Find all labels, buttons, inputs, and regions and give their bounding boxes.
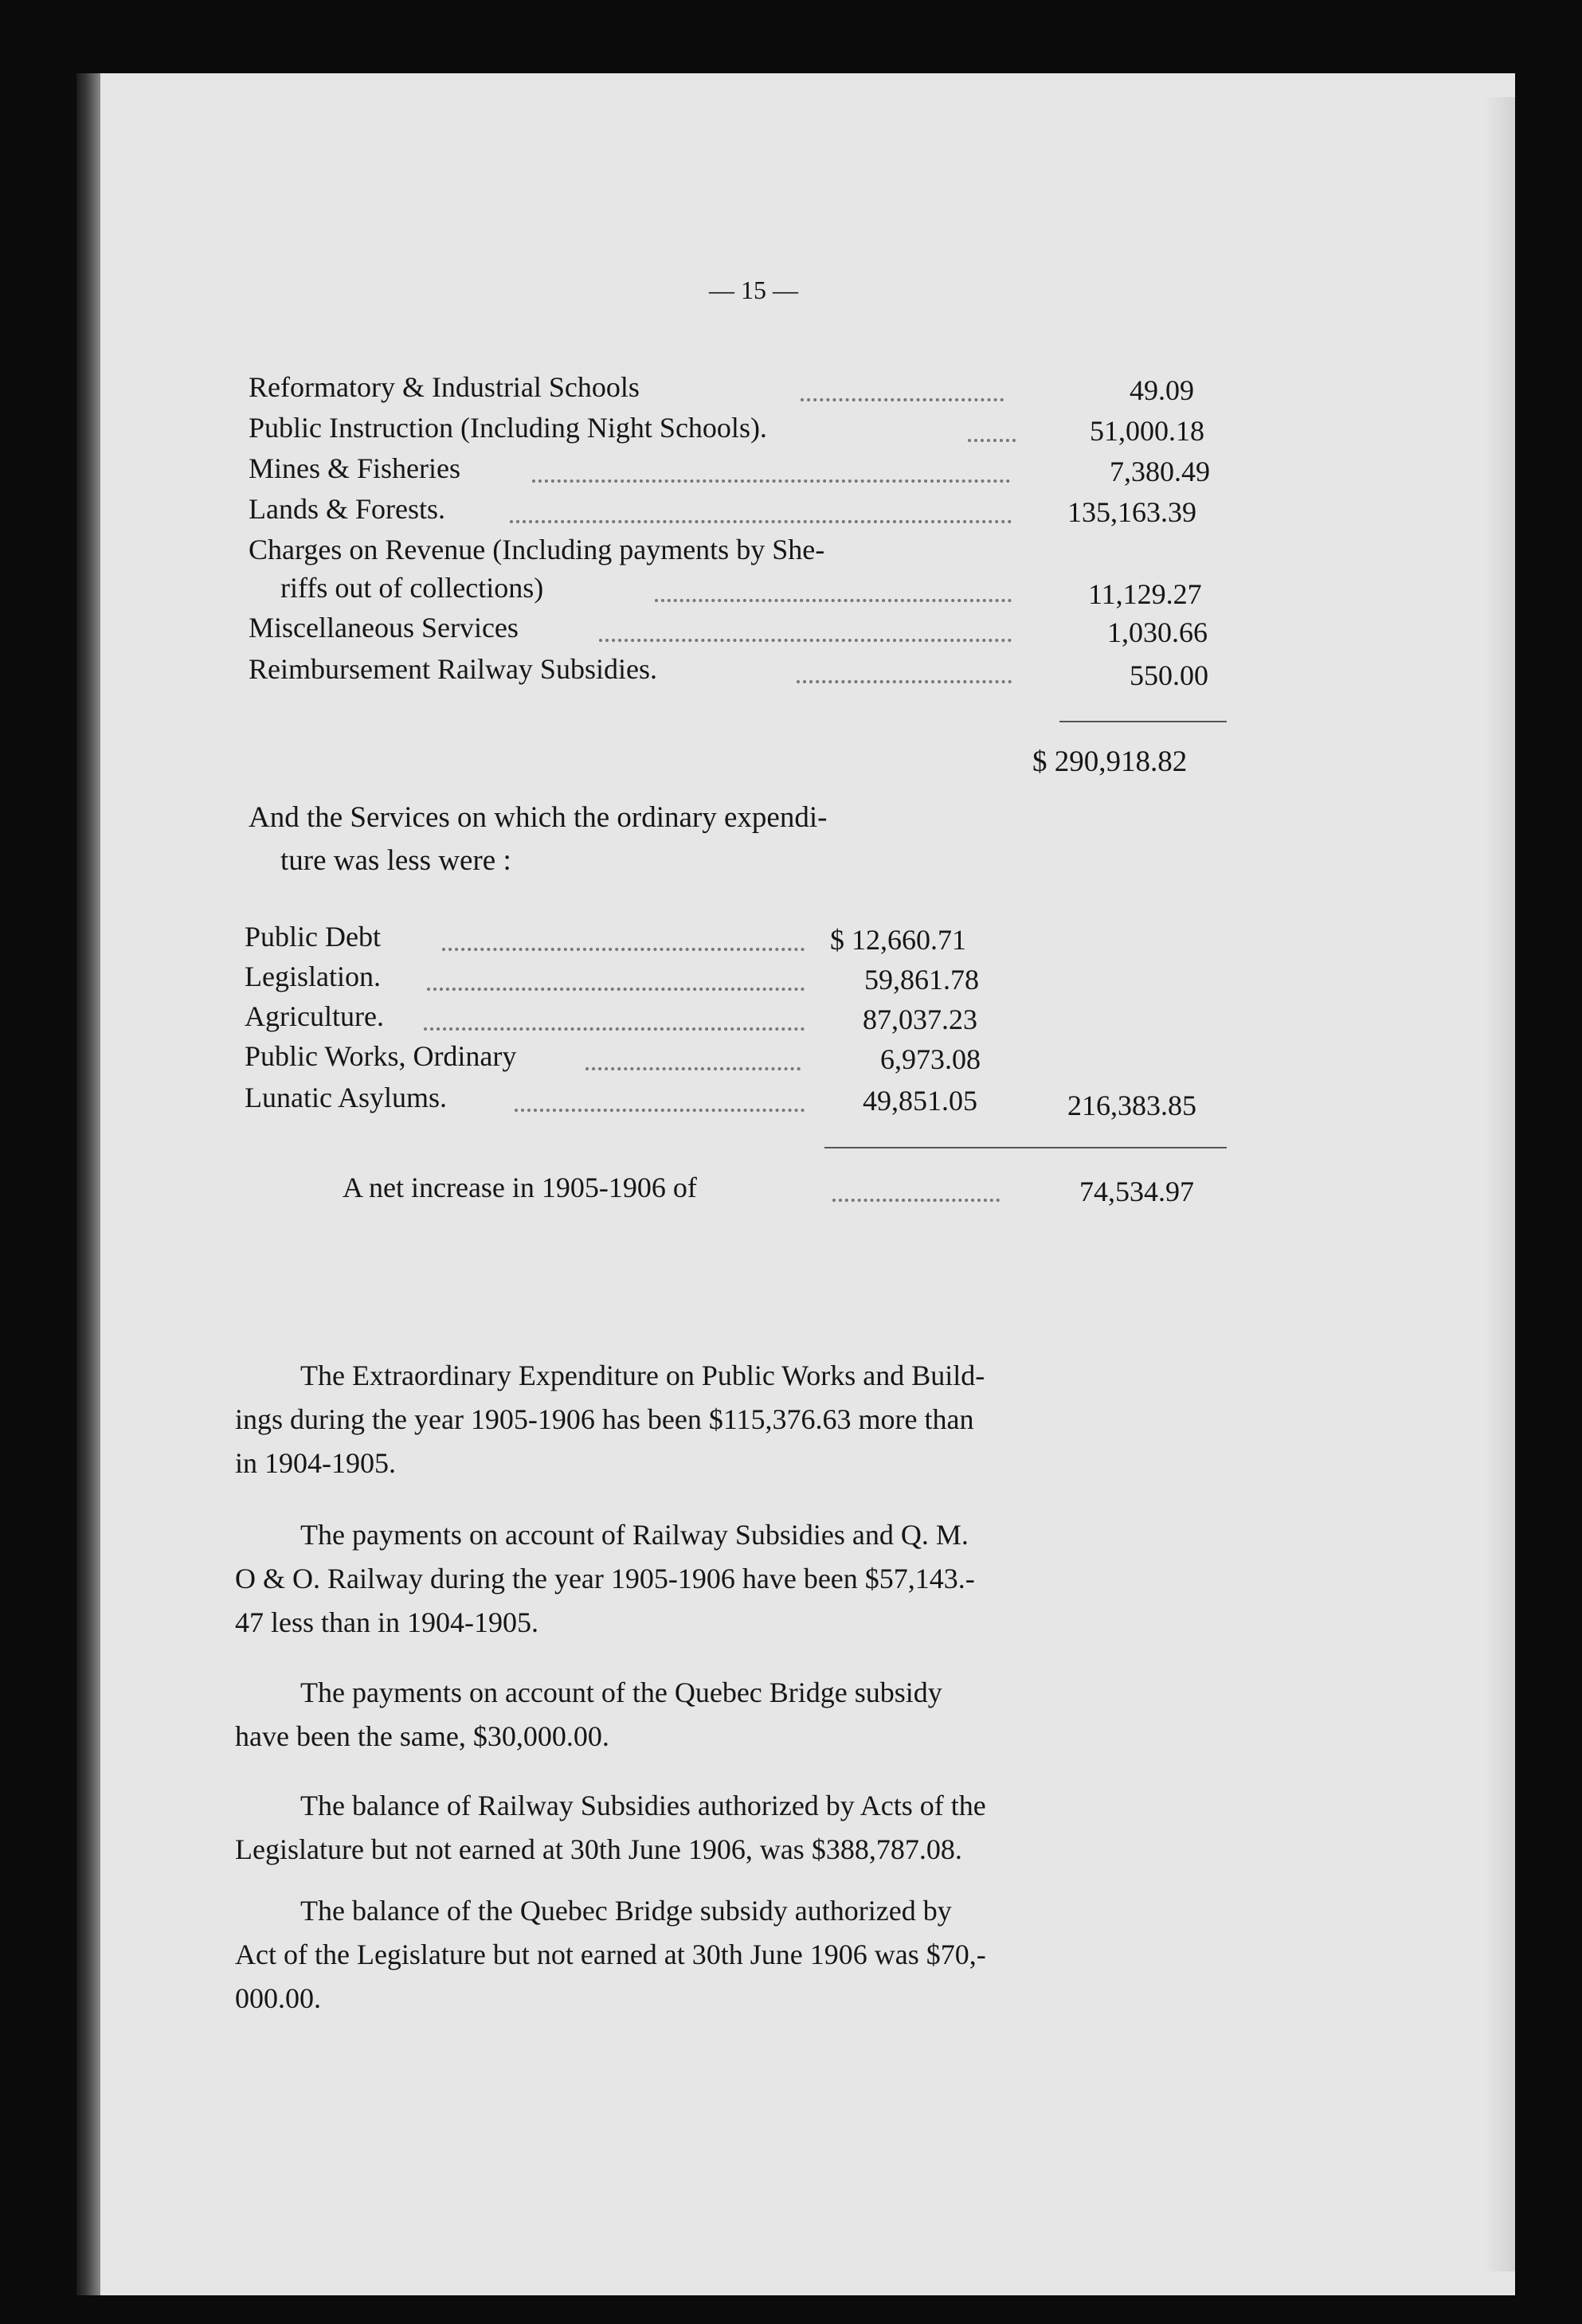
- increase-label: Public Instruction (Including Night Schools).: [249, 412, 767, 444]
- decrease-label: Public Works, Ordinary: [245, 1040, 517, 1072]
- decrease-intro: And the Services on which the ordinary expendi-: [249, 801, 828, 834]
- paragraph-line: The balance of the Quebec Bridge subsidy authorized by: [300, 1895, 952, 1927]
- decrease-intro-continued: ture was less were :: [280, 844, 511, 877]
- leader-dots: [585, 1067, 801, 1070]
- leader-dots: [797, 680, 1012, 683]
- increase-label: Lands & Forests.: [249, 493, 445, 525]
- increase-label: Reimbursement Railway Subsidies.: [249, 653, 657, 685]
- paragraph-line: The payments on account of the Quebec Bridge subsidy: [300, 1676, 942, 1708]
- paragraph-line: in 1904-1905.: [235, 1447, 396, 1479]
- increase-amount: 51,000.18: [1090, 415, 1204, 447]
- decrease-label: Public Debt: [245, 921, 381, 953]
- leader-dots: [532, 479, 1010, 483]
- paragraph-railway-balance: [235, 1784, 1219, 1872]
- leader-dots: [801, 398, 1004, 401]
- increase-label-continued: riffs out of collections): [280, 572, 544, 604]
- page-number: — 15 —: [709, 276, 798, 304]
- decrease-label: Lunatic Asylums.: [245, 1082, 447, 1113]
- increase-label: Miscellaneous Services: [249, 612, 519, 644]
- decrease-amount: $ 12,660.71: [830, 924, 966, 956]
- leader-dots: [968, 439, 1016, 442]
- net-increase-amount: 74,534.97: [1079, 1176, 1194, 1207]
- increase-amount: 49.09: [1130, 374, 1194, 406]
- leader-dots: [515, 1109, 805, 1112]
- paragraph-line: Legislature but not earned at 30th June 1906, was $388,787.08.: [235, 1833, 962, 1865]
- increase-label: Charges on Revenue (Including payments by She-: [249, 534, 825, 565]
- leader-dots: [655, 599, 1012, 602]
- leader-dots: [427, 988, 805, 991]
- paragraph-quebec-bridge-balance: [235, 1889, 1219, 2021]
- paragraph-line: The balance of Railway Subsidies authorized by Acts of the: [300, 1790, 986, 1821]
- paragraph-line: 47 less than in 1904-1905.: [235, 1606, 538, 1638]
- paragraph-railway-subsidies: [235, 1513, 1219, 1645]
- decrease-total: 216,383.85: [1067, 1090, 1196, 1121]
- increase-amount: 7,380.49: [1110, 456, 1210, 487]
- decrease-amount: 59,861.78: [864, 964, 979, 996]
- decrease-amount: 6,973.08: [880, 1043, 981, 1075]
- leader-dots: [424, 1027, 805, 1031]
- decrease-amount: 49,851.05: [863, 1085, 977, 1117]
- paragraph-line: Act of the Legislature but not earned at 30th June 1906 was $70,-: [235, 1939, 986, 1970]
- decrease-amount: 87,037.23: [863, 1004, 977, 1035]
- paragraph-line: have been the same, $30,000.00.: [235, 1720, 609, 1752]
- paragraph-extraordinary-expenditure: [235, 1354, 1219, 1485]
- leader-dots: [510, 520, 1012, 523]
- increase-label: Mines & Fisheries: [249, 452, 460, 484]
- paragraph-line: O & O. Railway during the year 1905-1906 have been $57,143.-: [235, 1563, 975, 1594]
- increase-amount: 11,129.27: [1088, 578, 1202, 610]
- net-rule: [824, 1147, 1227, 1148]
- net-increase-label: A net increase in 1905-1906 of: [343, 1172, 697, 1203]
- increase-total: $ 290,918.82: [1032, 745, 1188, 778]
- paragraph-line: 000.00.: [235, 1982, 321, 2014]
- increase-amount: 550.00: [1130, 659, 1208, 691]
- paragraph-line: The Extraordinary Expenditure on Public Works and Build-: [300, 1360, 985, 1391]
- leader-dots: [599, 639, 1012, 642]
- total-rule: [1059, 721, 1227, 722]
- decrease-label: Agriculture.: [245, 1000, 384, 1032]
- paragraph-quebec-bridge-payments: [235, 1671, 1219, 1759]
- page-edge-shadow: [1483, 97, 1515, 2271]
- decrease-label: Legislation.: [245, 961, 381, 992]
- increase-amount: 1,030.66: [1107, 616, 1208, 648]
- paragraph-line: The payments on account of Railway Subsidies and Q. M.: [300, 1519, 969, 1551]
- increase-amount: 135,163.39: [1067, 496, 1196, 528]
- leader-dots: [832, 1199, 1000, 1202]
- leader-dots: [442, 948, 805, 951]
- binding-spine: [76, 73, 100, 2295]
- paragraph-line: ings during the year 1905-1906 has been $115,376.63 more than: [235, 1403, 974, 1435]
- increase-label: Reformatory & Industrial Schools: [249, 371, 640, 403]
